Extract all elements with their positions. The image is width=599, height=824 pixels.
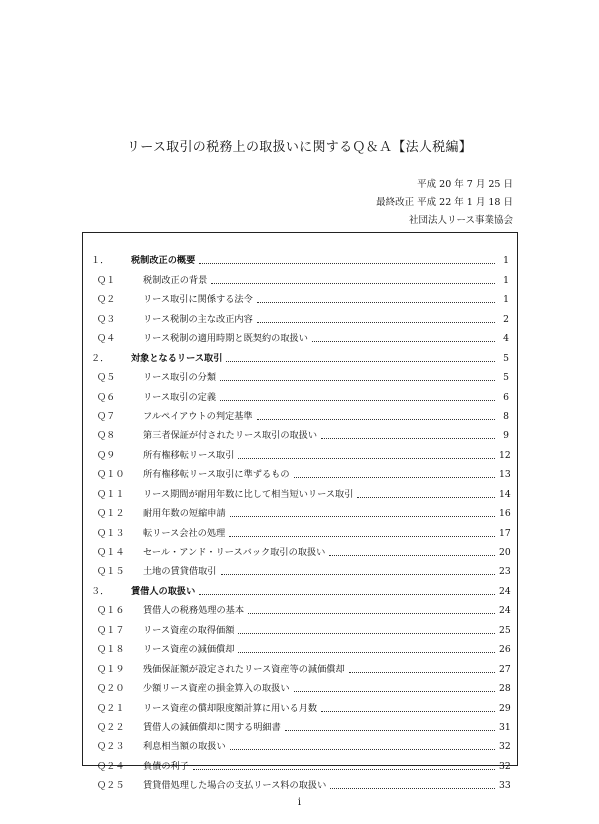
toc-entry-page: 28 <box>499 683 511 695</box>
toc-question-row[interactable] <box>91 500 509 519</box>
toc-entry-page: 2 <box>503 313 509 325</box>
revision-date: 最終改正 平成 22 年 1 月 18 日 <box>376 197 513 208</box>
toc-question-row[interactable] <box>91 636 509 655</box>
toc-entry-page: 24 <box>499 585 511 597</box>
toc-entry-page: 16 <box>499 508 511 520</box>
toc-entry-number: Ｑ１ <box>97 274 116 286</box>
toc-entry-label: セール・アンド・リースバック取引の取扱い <box>143 547 326 558</box>
toc-dot-leader <box>199 594 495 595</box>
toc-entry-page: 32 <box>499 760 511 772</box>
toc-dot-leader <box>257 322 495 323</box>
toc-entry-label: 賃借人の取扱い <box>131 585 196 597</box>
toc-question-row[interactable] <box>91 461 509 480</box>
toc-dot-leader <box>211 283 495 284</box>
toc-dot-leader <box>321 438 495 439</box>
toc-question-row[interactable] <box>91 714 509 733</box>
toc-entry-number: Ｑ１３ <box>97 527 125 539</box>
toc-entry-number: １． <box>91 255 110 267</box>
toc-entry-label: 賃借人の減価償却に関する明細書 <box>143 721 281 733</box>
toc-entry-number: Ｑ３ <box>97 313 116 325</box>
toc-question-row[interactable] <box>91 383 509 402</box>
toc-entry-label: リース税制の適用時期と既契約の取扱い <box>143 333 308 345</box>
toc-entry-label: リース取引の定義 <box>143 391 217 403</box>
toc-entry-label: 税制改正の概要 <box>131 255 196 267</box>
toc-entry-number: Ｑ１２ <box>97 508 125 520</box>
toc-entry-label: 税制改正の背景 <box>143 274 208 286</box>
toc-entry-page: 23 <box>499 566 511 578</box>
toc-entry-number: Ｑ８ <box>97 430 116 442</box>
toc-entry-page: 17 <box>499 527 511 539</box>
toc-dot-leader <box>257 419 495 420</box>
toc-entry-page: 5 <box>503 352 509 364</box>
toc-entry-number: Ｑ２３ <box>97 741 125 753</box>
toc-question-row[interactable] <box>91 305 509 324</box>
toc-dot-leader <box>238 652 495 653</box>
toc-entry-number: Ｑ２５ <box>97 780 125 792</box>
toc-entry-label: リース期間が耐用年数に比して相当短いリース取引 <box>143 488 354 500</box>
toc-entry-number: Ｑ２０ <box>97 683 125 695</box>
toc-entry-label: リース取引の分類 <box>143 372 217 384</box>
toc-section-row[interactable] <box>91 344 509 363</box>
toc-entry-label: 所有権移転リース取引 <box>143 449 235 461</box>
toc-entry-label: 少額リース資産の損金算入の取扱い <box>143 683 290 695</box>
toc-dot-leader <box>220 400 495 401</box>
toc-entry-number: Ｑ５ <box>97 372 116 384</box>
toc-entry-page: 25 <box>499 624 511 636</box>
toc-dot-leader <box>238 458 495 459</box>
document-title: リース取引の税務上の取扱いに関するＱ＆Ａ【法人税編】 <box>126 140 473 155</box>
toc-dot-leader <box>221 574 496 575</box>
toc-question-row[interactable] <box>91 519 509 538</box>
toc-entry-page: 20 <box>499 547 511 558</box>
toc-entry-number: Ｑ７ <box>97 410 116 422</box>
toc-entry-label: 耐用年数の短縮申請 <box>143 508 226 520</box>
toc-question-row[interactable] <box>91 558 509 577</box>
toc-entry-number: Ｑ１９ <box>97 663 125 675</box>
toc-question-row[interactable] <box>91 616 509 635</box>
toc-question-row[interactable] <box>91 733 509 752</box>
toc-entry-label: リース資産の減価償却 <box>143 644 235 656</box>
toc-entry-number: Ｑ２ <box>97 294 116 306</box>
toc-question-row[interactable] <box>91 286 509 305</box>
toc-entry-page: 13 <box>499 469 511 481</box>
toc-question-row[interactable] <box>91 480 509 499</box>
toc-entry-number: ３． <box>91 585 110 597</box>
toc-entry-page: 9 <box>503 430 509 442</box>
toc-dot-leader <box>229 536 495 537</box>
toc-entry-label: 対象となるリース取引 <box>131 352 223 364</box>
toc-dot-leader <box>294 691 495 692</box>
toc-entry-number: Ｑ２２ <box>97 721 125 733</box>
toc-entry-label: 転リース会社の処理 <box>143 527 226 539</box>
toc-list <box>91 247 509 791</box>
toc-entry-number: Ｑ１１ <box>97 488 125 500</box>
toc-dot-leader <box>226 361 495 362</box>
toc-question-row[interactable] <box>91 403 509 422</box>
toc-dot-leader <box>294 477 495 478</box>
toc-entry-page: 24 <box>499 605 511 617</box>
toc-entry-page: 1 <box>503 255 509 267</box>
toc-dot-leader <box>193 769 495 770</box>
toc-dot-leader <box>357 497 495 498</box>
toc-question-row[interactable] <box>91 752 509 771</box>
toc-entry-label: 第三者保証が付されたリース取引の取扱い <box>143 430 318 442</box>
toc-question-row[interactable] <box>91 539 509 558</box>
toc-entry-page: 4 <box>503 333 509 345</box>
toc-entry-label: 残価保証額が設定されたリース資産等の減価償却 <box>143 663 345 675</box>
toc-entry-number: ２． <box>91 352 110 364</box>
toc-entry-number: Ｑ６ <box>97 391 116 403</box>
toc-question-row[interactable] <box>91 675 509 694</box>
toc-entry-page: 1 <box>503 274 509 286</box>
toc-dot-leader <box>220 380 495 381</box>
toc-dot-leader <box>330 788 495 789</box>
toc-entry-number: Ｑ１７ <box>97 624 125 636</box>
toc-question-row[interactable] <box>91 441 509 460</box>
toc-question-row[interactable] <box>91 422 509 441</box>
toc-entry-label: 土地の賃貸借取引 <box>143 566 217 578</box>
toc-dot-leader <box>285 730 495 731</box>
toc-entry-page: 33 <box>499 780 511 792</box>
toc-entry-label: 所有権移転リース取引に準ずるもの <box>143 469 290 481</box>
toc-entry-page: 31 <box>499 721 511 733</box>
toc-entry-number: Ｑ１５ <box>97 566 125 578</box>
toc-entry-page: 27 <box>499 663 511 675</box>
toc-dot-leader <box>312 341 495 342</box>
toc-question-row[interactable] <box>91 597 509 616</box>
toc-question-row[interactable] <box>91 772 509 791</box>
toc-dot-leader <box>230 516 495 517</box>
toc-entry-label: 賃借人の税務処理の基本 <box>143 605 245 617</box>
toc-question-row[interactable] <box>91 325 509 344</box>
toc-dot-leader <box>329 555 495 556</box>
toc-dot-leader <box>257 302 495 303</box>
toc-entry-page: 12 <box>499 449 511 461</box>
toc-dot-leader <box>349 672 495 673</box>
toc-dot-leader <box>238 633 495 634</box>
toc-entry-page: 6 <box>503 391 509 403</box>
toc-entry-number: Ｑ１０ <box>97 469 125 481</box>
table-of-contents <box>82 232 518 792</box>
toc-entry-number: Ｑ２１ <box>97 702 125 714</box>
toc-entry-page: 32 <box>499 741 511 753</box>
toc-entry-number: Ｑ１８ <box>97 644 125 656</box>
toc-entry-number: Ｑ１４ <box>97 547 125 558</box>
toc-dot-leader <box>230 749 495 750</box>
toc-entry-label: リース取引に関係する法令 <box>143 294 253 306</box>
toc-question-row[interactable] <box>91 694 509 713</box>
toc-entry-label: 利息相当額の取扱い <box>143 741 226 753</box>
toc-entry-page: 14 <box>499 488 511 500</box>
toc-entry-label: フルペイアウトの判定基準 <box>143 410 253 422</box>
toc-entry-label: リース資産の取得価額 <box>143 624 235 636</box>
toc-entry-label: 賃貸借処理した場合の支払リース料の取扱い <box>143 780 327 792</box>
toc-entry-label: リース税制の主な改正内容 <box>143 313 253 325</box>
toc-entry-number: Ｑ１６ <box>97 605 125 617</box>
toc-entry-page: 1 <box>503 294 509 306</box>
page-number: i <box>297 797 302 808</box>
toc-entry-page: 26 <box>499 644 511 656</box>
toc-entry-label: 負債の利子 <box>143 760 189 772</box>
toc-entry-page: 29 <box>499 702 511 714</box>
toc-entry-page: 8 <box>503 410 509 422</box>
publisher: 社団法人リース事業協会 <box>408 215 513 226</box>
toc-entry-number: Ｑ４ <box>97 333 116 345</box>
toc-question-row[interactable] <box>91 655 509 674</box>
toc-entry-number: Ｑ２４ <box>97 760 125 772</box>
toc-entry-label: リース資産の償却限度額計算に用いる月数 <box>143 702 318 714</box>
toc-dot-leader <box>199 263 495 264</box>
issue-date: 平成 20 年 7 月 25 日 <box>417 179 513 190</box>
toc-entry-page: 5 <box>503 372 509 384</box>
document-meta <box>376 176 513 230</box>
toc-section-row[interactable] <box>91 577 509 596</box>
toc-question-row[interactable] <box>91 266 509 285</box>
toc-question-row[interactable] <box>91 364 509 383</box>
toc-section-row[interactable] <box>91 247 509 266</box>
toc-entry-number: Ｑ９ <box>97 449 116 461</box>
toc-dot-leader <box>248 613 495 614</box>
toc-dot-leader <box>321 711 495 712</box>
